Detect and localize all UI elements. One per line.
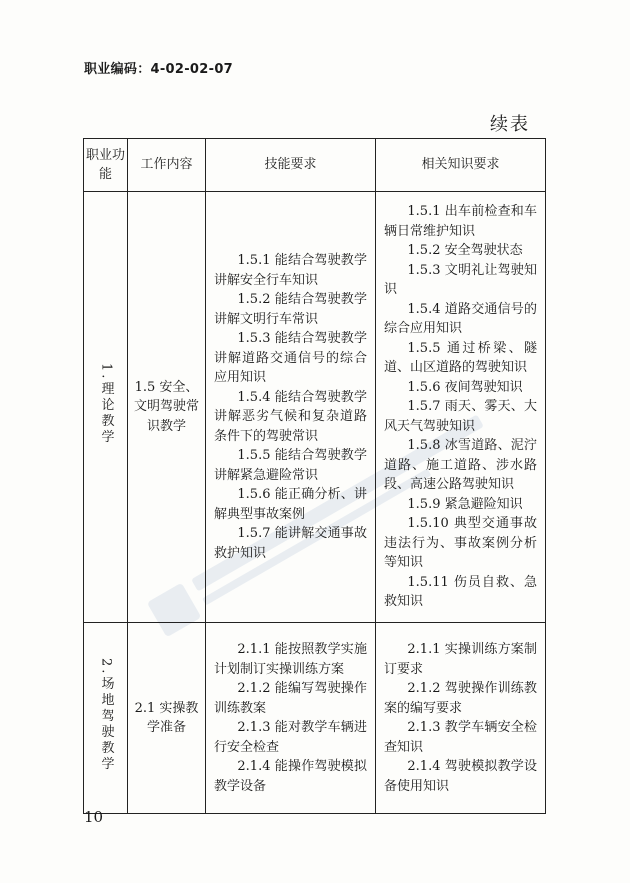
- knowledge-item: 1.5.2 安全驾驶状态: [407, 243, 523, 259]
- knowledge-item: 1.5.8 冰雪道路、泥泞道路、施工道路、涉水路段、高速公路驾驶知识: [384, 438, 537, 493]
- knowledge-item: 1.5.7 雨天、雾天、大风天气驾驶知识: [384, 399, 537, 434]
- header-function: 职业功能: [84, 139, 128, 192]
- knowledge-item: 1.5.1 出车前检查和车辆日常维护知识: [384, 204, 537, 239]
- knowledge-item: 2.1.2 驾驶操作训练教案的编写要求: [384, 681, 537, 716]
- skill-item: 1.5.3 能结合驾驶教学讲解道路交通信号的综合应用知识: [214, 331, 367, 385]
- knowledge-item: 1.5.9 紧急避险知识: [407, 496, 523, 512]
- continued-label: 续表: [490, 114, 530, 135]
- header-content: 工作内容: [128, 139, 206, 192]
- knowledge-item: 2.1.1 实操训练方案制订要求: [384, 642, 537, 677]
- knowledge-item: 1.5.11 伤员自救、急救知识: [384, 574, 537, 610]
- table-row: [84, 192, 546, 623]
- function-label: 1.理论教学: [98, 362, 114, 445]
- skills-cell: [206, 192, 376, 623]
- skill-item: 2.1.1 能按照教学实施计划制订实操训练方案: [214, 642, 367, 677]
- knowledge-item: 2.1.4 驾驶模拟教学设备使用知识: [384, 759, 537, 794]
- knowledge-item: 1.5.4 道路交通信号的综合应用知识: [384, 301, 537, 337]
- skills-cell: [206, 623, 376, 814]
- work-content-cell: 1.5 安全、文明驾驶常识教学: [128, 192, 206, 623]
- knowledge-item: 2.1.3 教学车辆安全检查知识: [384, 720, 537, 755]
- header-knowledge: 相关知识要求: [376, 139, 546, 192]
- knowledge-item: 1.5.5 通过桥梁、隧道、山区道路的驾驶知识: [384, 340, 537, 376]
- header-skills: 技能要求: [206, 139, 376, 192]
- skill-item: 1.5.6 能正确分析、讲解典型事故案例: [214, 487, 367, 522]
- skill-item: 1.5.7 能讲解交通事故救护知识: [214, 526, 367, 561]
- knowledge-item: 1.5.10 典型交通事故违法行为、事故案例分析等知识: [384, 516, 537, 571]
- skill-item: 1.5.5 能结合驾驶教学讲解紧急避险常识: [214, 448, 367, 483]
- knowledge-item: 1.5.6 夜间驾驶知识: [407, 379, 523, 395]
- table-header-row: [84, 139, 546, 192]
- function-cell: [84, 192, 128, 623]
- skills-table: [83, 138, 546, 814]
- skill-item: 2.1.3 能对教学车辆进行安全检查: [214, 720, 367, 755]
- function-cell: [84, 623, 128, 814]
- work-content-cell: 2.1 实操教学准备: [128, 623, 206, 814]
- skill-item: 1.5.2 能结合驾驶教学讲解文明行车常识: [214, 292, 367, 327]
- skill-item: 1.5.1 能结合驾驶教学讲解安全行车知识: [214, 253, 367, 288]
- page-number: 10: [84, 808, 104, 826]
- knowledge-cell: [376, 192, 546, 623]
- knowledge-cell: [376, 623, 546, 814]
- skill-item: 2.1.4 能操作驾驶模拟教学设备: [214, 759, 367, 794]
- function-label: 2.场地驾驶教学: [98, 657, 114, 772]
- occupation-code: 职业编码：4-02-02-07: [84, 62, 234, 77]
- skill-item: 1.5.4 能结合驾驶教学讲解恶劣气候和复杂道路条件下的驾驶常识: [214, 389, 367, 444]
- table-row: [84, 623, 546, 814]
- knowledge-item: 1.5.3 文明礼让驾驶知识: [384, 262, 537, 298]
- skill-item: 2.1.2 能编写驾驶操作训练教案: [214, 681, 367, 716]
